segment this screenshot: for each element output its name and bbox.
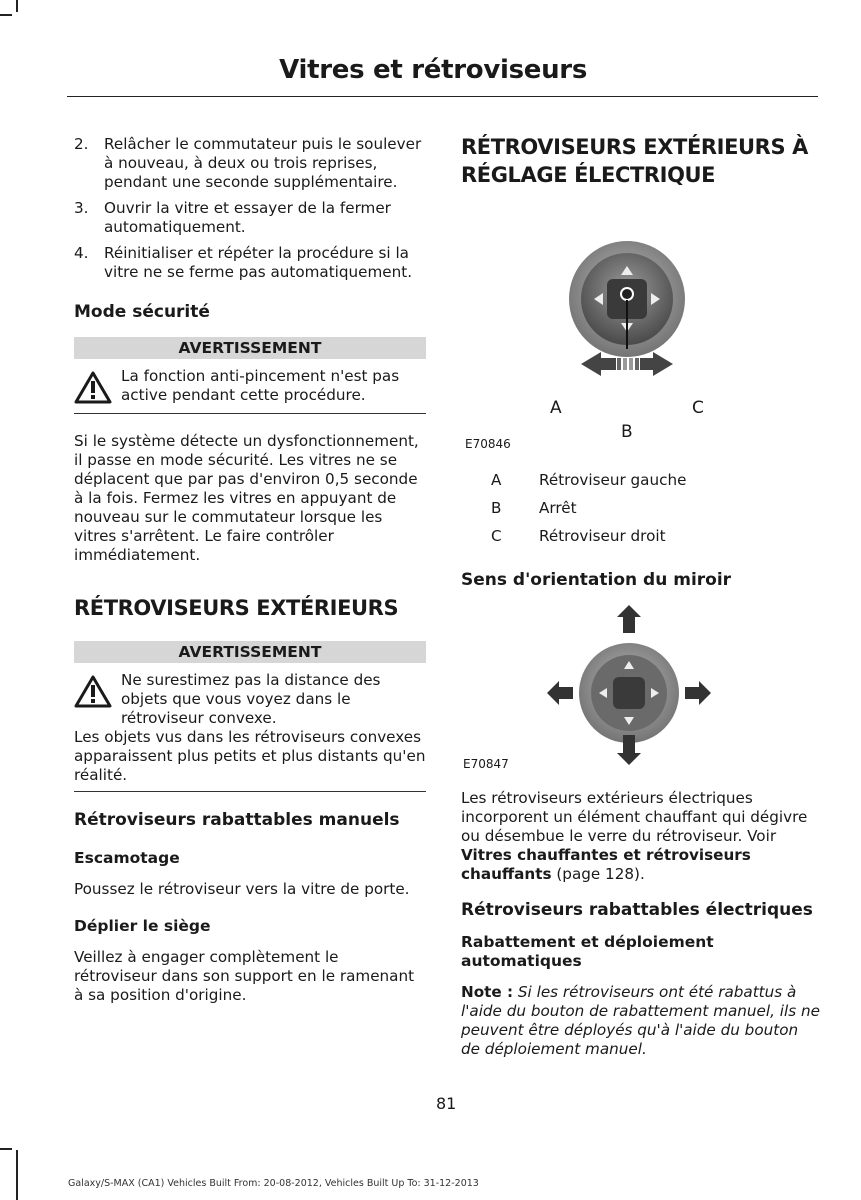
- step-text: Réinitialiser et répéter la procédure si la vitre ne se ferme pas automatiquement.: [104, 244, 413, 281]
- retract-text: Poussez le rétroviseur vers la vitre de porte.: [74, 880, 410, 898]
- heated-mirrors-paragraph: [461, 789, 821, 884]
- power-mirrors-heading: RÉTROVISEURS EXTÉRIEURS À RÉGLAGE ÉLECTRIQUE: [461, 135, 808, 187]
- legend-row: [461, 494, 821, 522]
- safety-paragraph: Si le système détecte un dysfonctionnement, il passe en mode sécurité. Les vitres ne se déplacent que par pas d'environ 0,5 seconde à la fois. Fermez les vitres en appuyant de nouveau sur le commutateur lorsque les vitres s'arrêtent. Le faire contrôler immédiatement.: [74, 432, 419, 564]
- legend-value: Arrêt: [539, 498, 577, 517]
- retract-heading: Escamotage: [74, 849, 180, 867]
- step-number: 3.: [74, 199, 89, 217]
- list-item: [74, 244, 426, 282]
- heated-link[interactable]: Vitres chauffantes et rétroviseurs chauffants: [461, 846, 751, 883]
- power-fold-heading: Rétroviseurs rabattables électriques: [461, 900, 813, 920]
- footer-text: Galaxy/S-MAX (CA1) Vehicles Built From: 20-08-2012, Vehicles Built Up To: 31-12-2013: [68, 1178, 479, 1189]
- procedure-steps: [74, 135, 426, 282]
- warning-triangle-icon: [74, 675, 112, 713]
- mirror-switch-figure: [461, 209, 821, 451]
- warning-text: La fonction anti-pincement n'est pas active pendant cette procédure.: [121, 367, 400, 404]
- warning-triangle-icon: [74, 371, 112, 409]
- list-item: [74, 135, 426, 192]
- mirror-switch-illustration: [461, 209, 821, 384]
- note-label: Note :: [461, 983, 514, 1001]
- figure-code: E70846: [465, 437, 511, 451]
- legend-row: [461, 522, 821, 550]
- legend-value: Rétroviseur gauche: [539, 470, 687, 489]
- figure-code: E70847: [463, 757, 509, 771]
- page-reference: (page 128).: [551, 865, 645, 883]
- warning-text-continued: Les objets vus dans les rétroviseurs convexes apparaissent plus petits et plus distants qu'en réalité.: [74, 728, 426, 784]
- exterior-mirrors-heading: RÉTROVISEURS EXTÉRIEURS: [74, 596, 399, 620]
- divider: [74, 791, 426, 792]
- warning-text: Ne surestimez pas la distance des objets que vous voyez dans le rétroviseur convexe.: [121, 671, 381, 727]
- list-item: [74, 199, 426, 237]
- crop-mark: [16, 0, 18, 12]
- right-column: [461, 133, 821, 1059]
- orientation-heading: Sens d'orientation du miroir: [461, 570, 732, 590]
- unfold-heading: Déplier le siège: [74, 917, 211, 935]
- auto-fold-heading: Rabattement et déploiement automatiques: [461, 933, 714, 970]
- label-c: C: [692, 398, 704, 418]
- legend-key: B: [491, 498, 502, 517]
- note-paragraph: [461, 983, 821, 1059]
- orientation-figure: [461, 605, 821, 775]
- legend-key: C: [491, 526, 502, 545]
- divider: [74, 413, 426, 414]
- note-text: Si les rétroviseurs ont été rabattus à l'aide du bouton de rabattement manuel, ils ne peuvent être déployés qu'à l'aide du bouton de déploiement manuel.: [461, 983, 820, 1058]
- step-number: 2.: [74, 135, 89, 153]
- legend-row: [461, 466, 821, 494]
- unfold-text: Veillez à engager complètement le rétroviseur dans son support en le ramenant à sa position d'origine.: [74, 948, 415, 1004]
- crop-mark: [0, 14, 12, 16]
- page-number: 81: [436, 1094, 457, 1113]
- step-number: 4.: [74, 244, 89, 262]
- warning-header: AVERTISSEMENT: [74, 337, 426, 359]
- legend: [461, 466, 821, 550]
- left-column: [74, 135, 426, 1005]
- warning-box: [74, 359, 426, 413]
- warning-box: [74, 663, 426, 791]
- step-text: Relâcher le commutateur puis le soulever à nouveau, à deux ou trois reprises, pendant une seconde supplémentaire.: [104, 135, 422, 191]
- title-rule: [67, 96, 818, 97]
- heated-text: Les rétroviseurs extérieurs électriques incorporent un élément chauffant qui dégivre ou désembue le verre du rétroviseur. Voir: [461, 789, 808, 845]
- orientation-illustration: [461, 605, 821, 775]
- manual-fold-heading: Rétroviseurs rabattables manuels: [74, 810, 400, 830]
- crop-mark: [0, 1148, 12, 1150]
- legend-value: Rétroviseur droit: [539, 526, 666, 545]
- legend-key: A: [491, 470, 502, 489]
- label-a: A: [550, 398, 562, 418]
- step-text: Ouvrir la vitre et essayer de la fermer automatiquement.: [104, 199, 391, 236]
- warning-header: AVERTISSEMENT: [74, 641, 426, 663]
- page-title: Vitres et rétroviseurs: [279, 55, 587, 85]
- safety-mode-heading: Mode sécurité: [74, 302, 210, 322]
- label-b: B: [621, 422, 633, 442]
- crop-mark: [16, 1150, 18, 1200]
